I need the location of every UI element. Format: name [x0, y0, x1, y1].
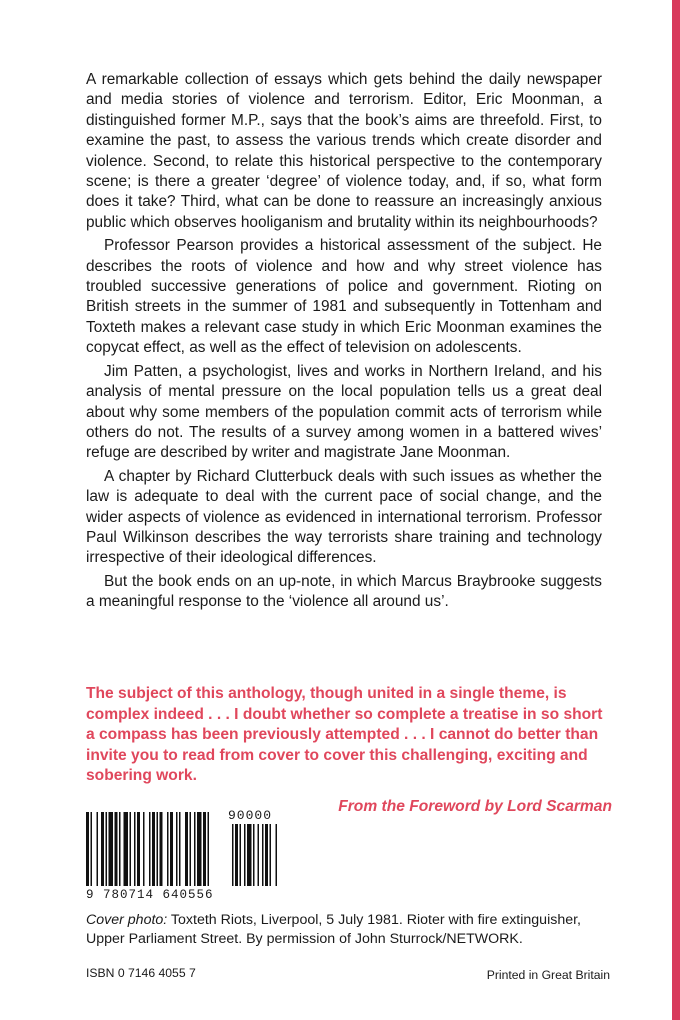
barcode-bar	[185, 812, 188, 886]
barcode-bar	[106, 812, 108, 886]
barcode-bar	[197, 812, 202, 886]
barcode-bar	[101, 812, 104, 886]
barcode-bar	[130, 812, 132, 886]
blurb-paragraph: Professor Pearson provides a historical assessment of the subject. He describes the roots of violence and how and why street violence has troubled successive generations of police and government. Rioting on British streets in the summer of 1981 and subsequently in Tottenham and Toxteth makes a relevant case study in which Eric Moonman examines the copycat effect, as well as the effect of television on adolescents.	[86, 237, 602, 357]
barcode-bar	[124, 812, 129, 886]
blurb-paragraph: Jim Patten, a psychologist, lives and works in Northern Ireland, and his analysis of mental pressure on the local population tells us a great deal about why some members of the population commit acts of terrorism while others do not. The results of a survey among women in a battered wives’ refuge are described by writer and magistrate Jane Moonman.	[86, 362, 602, 462]
barcode-bar	[137, 812, 140, 886]
barcode-bar	[91, 812, 93, 886]
cover-edge-stripe	[672, 0, 680, 1020]
barcode-bar	[176, 812, 178, 886]
barcode-bar	[157, 812, 159, 886]
cover-photo-credit	[86, 911, 614, 949]
barcode-addon-bar	[244, 824, 246, 886]
barcode-addon-bar	[235, 824, 238, 886]
barcode-addon-bar	[247, 824, 252, 886]
barcode-addon-bar	[276, 824, 278, 886]
barcode-bar	[119, 812, 121, 886]
barcode-bar	[203, 812, 206, 886]
barcode-bar	[115, 812, 118, 886]
barcode-bar	[160, 812, 163, 886]
credit-text: Toxteth Riots, Liverpool, 5 July 1981. Rioter with fire extinguisher, Upper Parliament Street. By permission of John Sturrock/NETWORK.	[86, 912, 581, 947]
barcode-bar	[97, 812, 99, 886]
barcode-bar	[86, 812, 89, 886]
foreword-attribution: From the Foreword by Lord Scarman	[338, 798, 612, 815]
barcode-addon-bar	[258, 824, 260, 886]
printed-in: Printed in Great Britain	[486, 968, 610, 982]
barcode-bar	[167, 812, 169, 886]
barcode-addon-digits: 90000	[228, 808, 273, 823]
credit-label: Cover photo:	[86, 912, 168, 928]
foreword-quote: The subject of this anthology, though united in a single theme, is complex indeed . . . I doubt whether so complete a treatise in so short a compass has been previously attempted . . . I cannot do better than invite you to read from cover to cover this challenging, exciting and sobering work.	[86, 685, 603, 784]
barcode-bar	[134, 812, 136, 886]
barcode-bar	[208, 812, 210, 886]
barcode-bar	[152, 812, 155, 886]
barcode-bar	[190, 812, 192, 886]
blurb-paragraph: A chapter by Richard Clutterbuck deals with such issues as whether the law is adequate to deal with the current pace of social change, and the wider aspects of violence as evidenced in international terrorism. Professor Paul Wilkinson describes the way terrorists share training and technology irrespective of their ideological differences.	[86, 467, 602, 567]
barcode-addon-bar	[253, 824, 255, 886]
barcode-addon-bar	[270, 824, 272, 886]
blurb-paragraph: But the book ends on an up-note, in which Marcus Braybrooke suggests a meaningful response to the ‘violence all around us’.	[86, 572, 602, 611]
barcode-addon-bar	[262, 824, 264, 886]
blurb-text	[86, 70, 602, 616]
barcode-bar	[194, 812, 196, 886]
barcode-bar	[109, 812, 114, 886]
barcode-addon-bar	[240, 824, 242, 886]
blurb-paragraph: A remarkable collection of essays which gets behind the daily newspaper and media stories of violence and terrorism. Editor, Eric Moonman, a distinguished former M.P., says that the book’s aims are threefold. First, to examine the past, to assess the various trends which create disorder and violence. Second, to relate this historical perspective to the contemporary scene; is there a greater ‘degree’ of violence today, and, if so, what form does it take? Third, what can be done to reassure an increasingly anxious public which observes hooliganism and brutality within its neighbourhoods?	[86, 71, 602, 231]
barcode-bar	[170, 812, 173, 886]
barcode-ean-digits: 9 780714 640556	[86, 888, 214, 902]
barcode-addon-bar	[265, 824, 268, 886]
barcode-bar	[179, 812, 181, 886]
barcode-bars	[86, 812, 286, 888]
barcode-bar	[143, 812, 145, 886]
barcode-bar	[149, 812, 151, 886]
isbn-number: ISBN 0 7146 4055 7	[86, 966, 196, 980]
barcode-addon-bar	[232, 824, 234, 886]
